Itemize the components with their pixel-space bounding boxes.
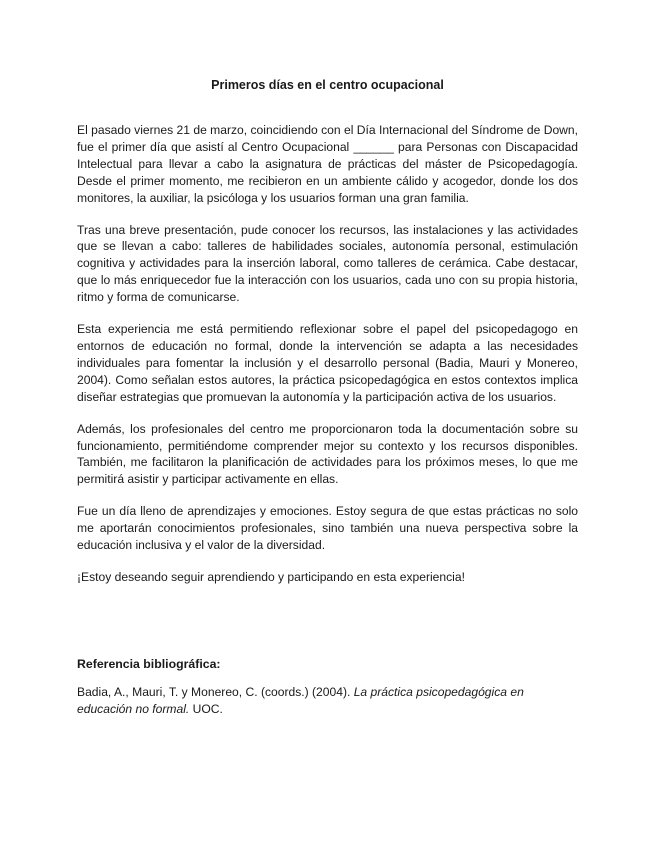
- reference-entry: [77, 684, 578, 718]
- paragraph-6: ¡Estoy deseando seguir aprendiendo y participando en esta experiencia!: [77, 569, 465, 584]
- paragraph-5: Fue un día lleno de aprendizajes y emociones. Estoy segura de que estas prácticas no solo me aportarán conocimientos profesionales, sino también una nueva perspectiva sobre la educación inclusiva y el valor de la diversidad.: [77, 504, 578, 553]
- paragraph-3: Esta experiencia me está permitiendo reflexionar sobre el papel del psicopedagogo en entornos de educación no formal, donde la intervención se adapta a las necesidades individuales para fomentar la inclusión y el desarrollo personal (Badia, Mauri y Monereo, 2004). Como señalan estos autores, la práctica psicopedagógica en estos contextos implica diseñar estrategias que promuevan la autonomía y la participación activa de los usuarios.: [77, 322, 578, 404]
- reference-authors: Badia, A., Mauri, T. y Monereo, C. (coords.) (2004).: [77, 685, 354, 699]
- page-title: Primeros días en el centro ocupacional: [211, 78, 444, 92]
- document-body: [77, 122, 578, 601]
- reference-heading: Referencia bibliográfica:: [77, 657, 221, 671]
- paragraph-1: El pasado viernes 21 de marzo, coincidiendo con el Día Internacional del Síndrome de Down, fue el primer día que asistí al Centro Ocupacional ______ para Personas con Discapacidad Intelectual para llevar a cabo la asignatura de prácticas del máster de Psicopedagogía. Desde el primer momento, me recibieron en un ambiente cálido y acogedor, donde los dos monitores, la auxiliar, la psicóloga y los usuarios forman una gran familia.: [77, 123, 578, 205]
- paragraph-2: Tras una breve presentación, pude conocer los recursos, las instalaciones y las actividades que se llevan a cabo: talleres de habilidades sociales, autonomía personal, estimulación cognitiva y actividades para la inserción laboral, como talleres de cerámica. Cabe destacar, que lo más enriquecedor fue la interacción con los usuarios, cada uno con su propia historia, ritmo y forma de comunicarse.: [77, 222, 578, 305]
- paragraph-4: Además, los profesionales del centro me proporcionaron toda la documentación sobre su funcionamiento, permitiéndome comprender mejor su contexto y los recursos disponibles. También, me facilitaron la planificación de actividades para los próximos meses, lo que me permitirá asistir y participar activamente en ellas.: [77, 421, 578, 487]
- reference-book-title: La práctica psicopedagógica en educación no formal.: [77, 685, 524, 716]
- reference-publisher: UOC.: [189, 702, 223, 716]
